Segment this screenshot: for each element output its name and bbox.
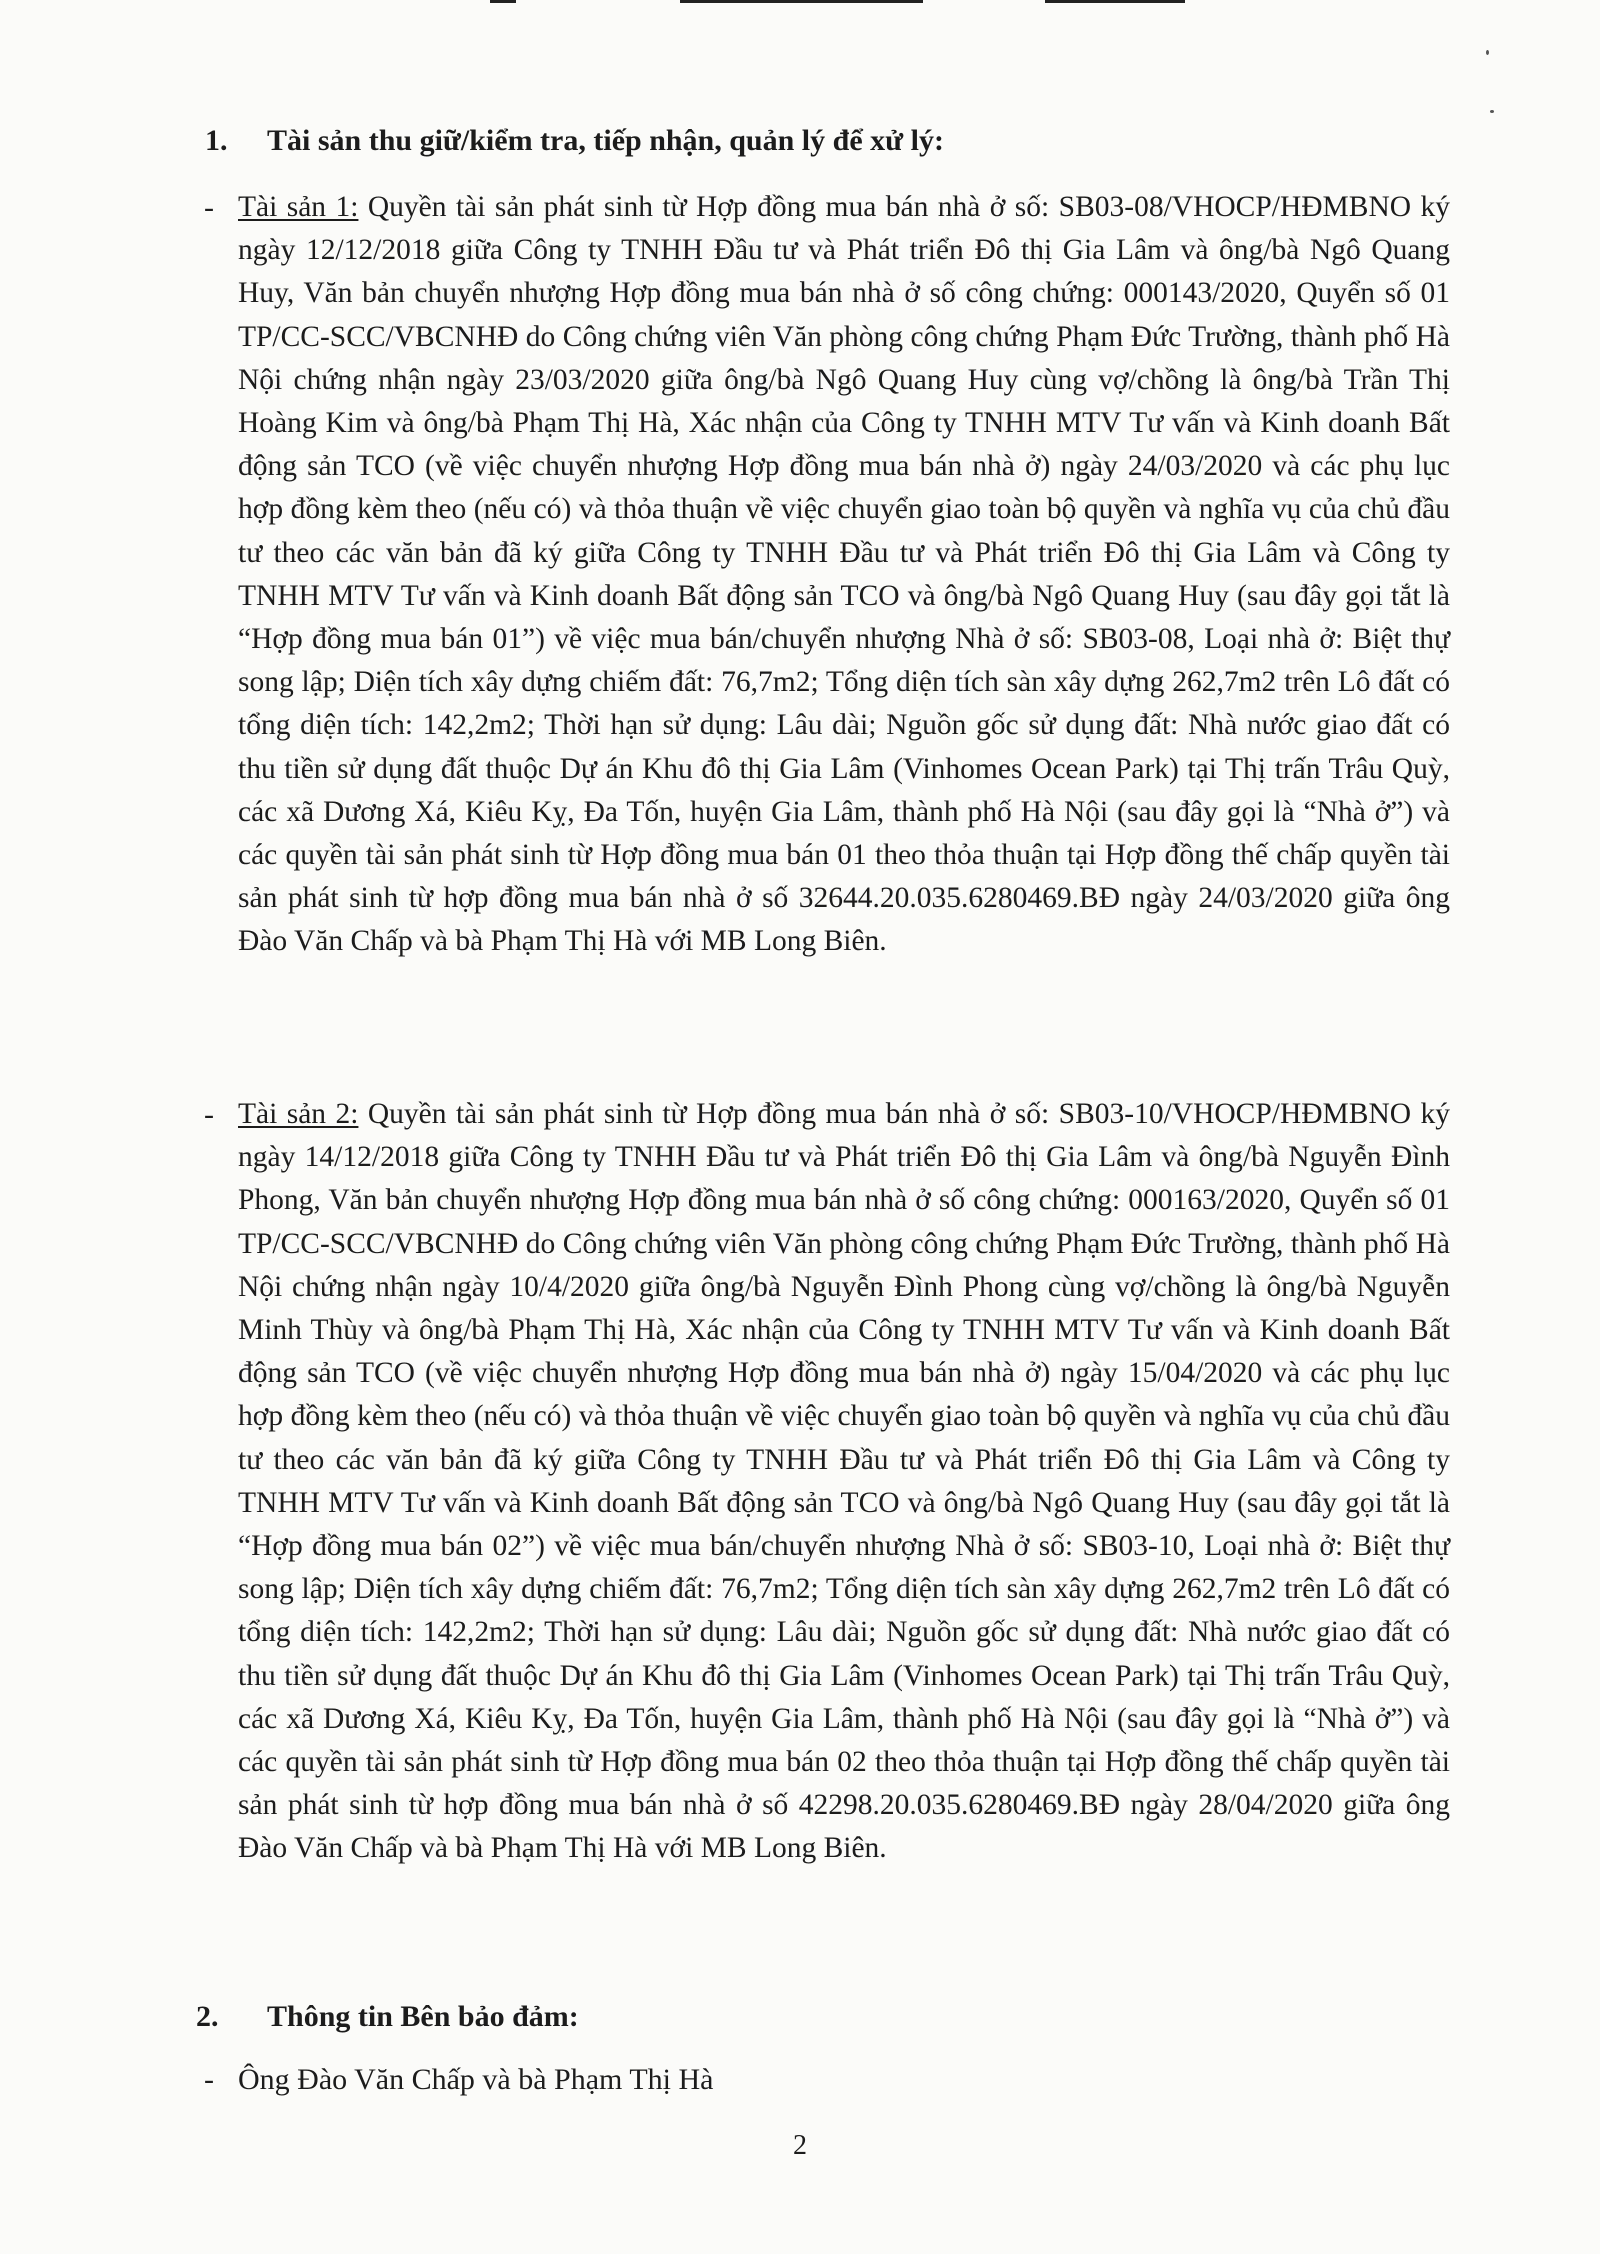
asset-1 [204,186,1450,964]
scan-speck [1486,50,1489,55]
section-number: 1. [205,124,228,157]
guarantor-text: Ông Đào Văn Chấp và bà Phạm Thị Hà [238,2063,714,2096]
section-1-heading [205,121,944,161]
asset-2-text: Quyền tài sản phát sinh từ Hợp đồng mua bán nhà ở số: SB03-10/VHOCP/HĐMBNO ký ngày 14/12/2018 giữa Công ty TNHH Đầu tư và Phát triển Đô thị Gia Lâm và ông/bà Nguyễn Đình Phong, Văn bản chuyển nhượng Hợp đồng mua bán nhà ở số công chứng: 000163/2020, Quyển số 01 TP/CC-SCC/VBCNHĐ do Công chứng viên Văn phòng công chứng Phạm Đức Trường, thành phố Hà Nội chứng nhận ngày 10/4/2020 giữa ông/bà Nguyễn Đình Phong cùng vợ/chồng là ông/bà Nguyễn Minh Thùy và ông/bà Phạm Thị Hà, Xác nhận của Công ty TNHH MTV Tư vấn và Kinh doanh Bất động sản TCO (về việc chuyển nhượng Hợp đồng mua bán nhà ở) ngày 15/04/2020 và các phụ lục hợp đồng kèm theo (nếu có) và thỏa thuận về việc chuyển giao toàn bộ quyền và nghĩa vụ của chủ đầu tư theo các văn bản đã ký giữa Công ty TNHH Đầu tư và Phát triển Đô thị Gia Lâm và Công ty TNHH MTV Tư vấn và Kinh doanh Bất động sản TCO và ông/bà Ngô Quang Huy (sau đây gọi tắt là “Hợp đồng mua bán 02”) về việc mua bán/chuyển nhượng Nhà ở số: SB03-10, Loại nhà ở: Biệt thự song lập; Diện tích xây dựng chiếm đất: 76,7m2; Tổng diện tích sàn xây dựng 262,7m2 trên Lô đất có tổng diện tích: 142,2m2; Thời hạn sử dụng: Lâu dài; Nguồn gốc sử dụng đất: Nhà nước giao đất có thu tiền sử dụng đất thuộc Dự án Khu đô thị Gia Lâm (Vinhomes Ocean Park) tại Thị trấn Trâu Quỳ, các xã Dương Xá, Kiêu Kỵ, Đa Tốn, huyện Gia Lâm, thành phố Hà Nội (sau đây gọi là “Nhà ở”) và các quyền tài sản phát sinh từ Hợp đồng mua bán 02 theo thỏa thuận tại Hợp đồng thế chấp quyền tài sản phát sinh từ hợp đồng mua bán nhà ở số 42298.20.035.6280469.BĐ ngày 28/04/2020 giữa ông Đào Văn Chấp và bà Phạm Thị Hà với MB Long Biên. [238,1098,1450,1865]
bullet-dash: - [204,191,214,224]
asset-2-paragraph [238,1093,1450,1871]
asset-2 [204,1093,1450,1871]
scan-speck [1490,110,1494,113]
section-2-heading [196,1997,579,2037]
bullet-dash: - [204,2063,214,2096]
asset-1-paragraph [238,186,1450,964]
bullet-dash: - [204,1098,214,1131]
section-title: Thông tin Bên bảo đảm: [267,2000,579,2033]
page-number: 2 [793,2130,807,2161]
asset-1-label: Tài sản 1: [238,191,359,223]
guarantor-line [204,2058,714,2101]
section-title: Tài sản thu giữ/kiểm tra, tiếp nhận, quản lý để xử lý: [267,124,944,157]
scan-top-edge [0,0,1600,8]
section-number: 2. [196,2000,219,2033]
asset-2-label: Tài sản 2: [238,1098,359,1130]
asset-1-text: Quyền tài sản phát sinh từ Hợp đồng mua bán nhà ở số: SB03-08/VHOCP/HĐMBNO ký ngày 12/12/2018 giữa Công ty TNHH Đầu tư và Phát triển Đô thị Gia Lâm và ông/bà Ngô Quang Huy, Văn bản chuyển nhượng Hợp đồng mua bán nhà ở số công chứng: 000143/2020, Quyển số 01 TP/CC-SCC/VBCNHĐ do Công chứng viên Văn phòng công chứng Phạm Đức Trường, thành phố Hà Nội chứng nhận ngày 23/03/2020 giữa ông/bà Ngô Quang Huy cùng vợ/chồng là ông/bà Trần Thị Hoàng Kim và ông/bà Phạm Thị Hà, Xác nhận của Công ty TNHH MTV Tư vấn và Kinh doanh Bất động sản TCO (về việc chuyển nhượng Hợp đồng mua bán nhà ở) ngày 24/03/2020 và các phụ lục hợp đồng kèm theo (nếu có) và thỏa thuận về việc chuyển giao toàn bộ quyền và nghĩa vụ của chủ đầu tư theo các văn bản đã ký giữa Công ty TNHH Đầu tư và Phát triển Đô thị Gia Lâm và Công ty TNHH MTV Tư vấn và Kinh doanh Bất động sản TCO và ông/bà Ngô Quang Huy (sau đây gọi tắt là “Hợp đồng mua bán 01”) về việc mua bán/chuyển nhượng Nhà ở số: SB03-08, Loại nhà ở: Biệt thự song lập; Diện tích xây dựng chiếm đất: 76,7m2; Tổng diện tích sàn xây dựng 262,7m2 trên Lô đất có tổng diện tích: 142,2m2; Thời hạn sử dụng: Lâu dài; Nguồn gốc sử dụng đất: Nhà nước giao đất có thu tiền sử dụng đất thuộc Dự án Khu đô thị Gia Lâm (Vinhomes Ocean Park) tại Thị trấn Trâu Quỳ, các xã Dương Xá, Kiêu Kỵ, Đa Tốn, huyện Gia Lâm, thành phố Hà Nội (sau đây gọi là “Nhà ở”) và các quyền tài sản phát sinh từ Hợp đồng mua bán 01 theo thỏa thuận tại Hợp đồng thế chấp quyền tài sản phát sinh từ hợp đồng mua bán nhà ở số 32644.20.035.6280469.BĐ ngày 24/03/2020 giữa ông Đào Văn Chấp và bà Phạm Thị Hà với MB Long Biên. [238,191,1450,958]
